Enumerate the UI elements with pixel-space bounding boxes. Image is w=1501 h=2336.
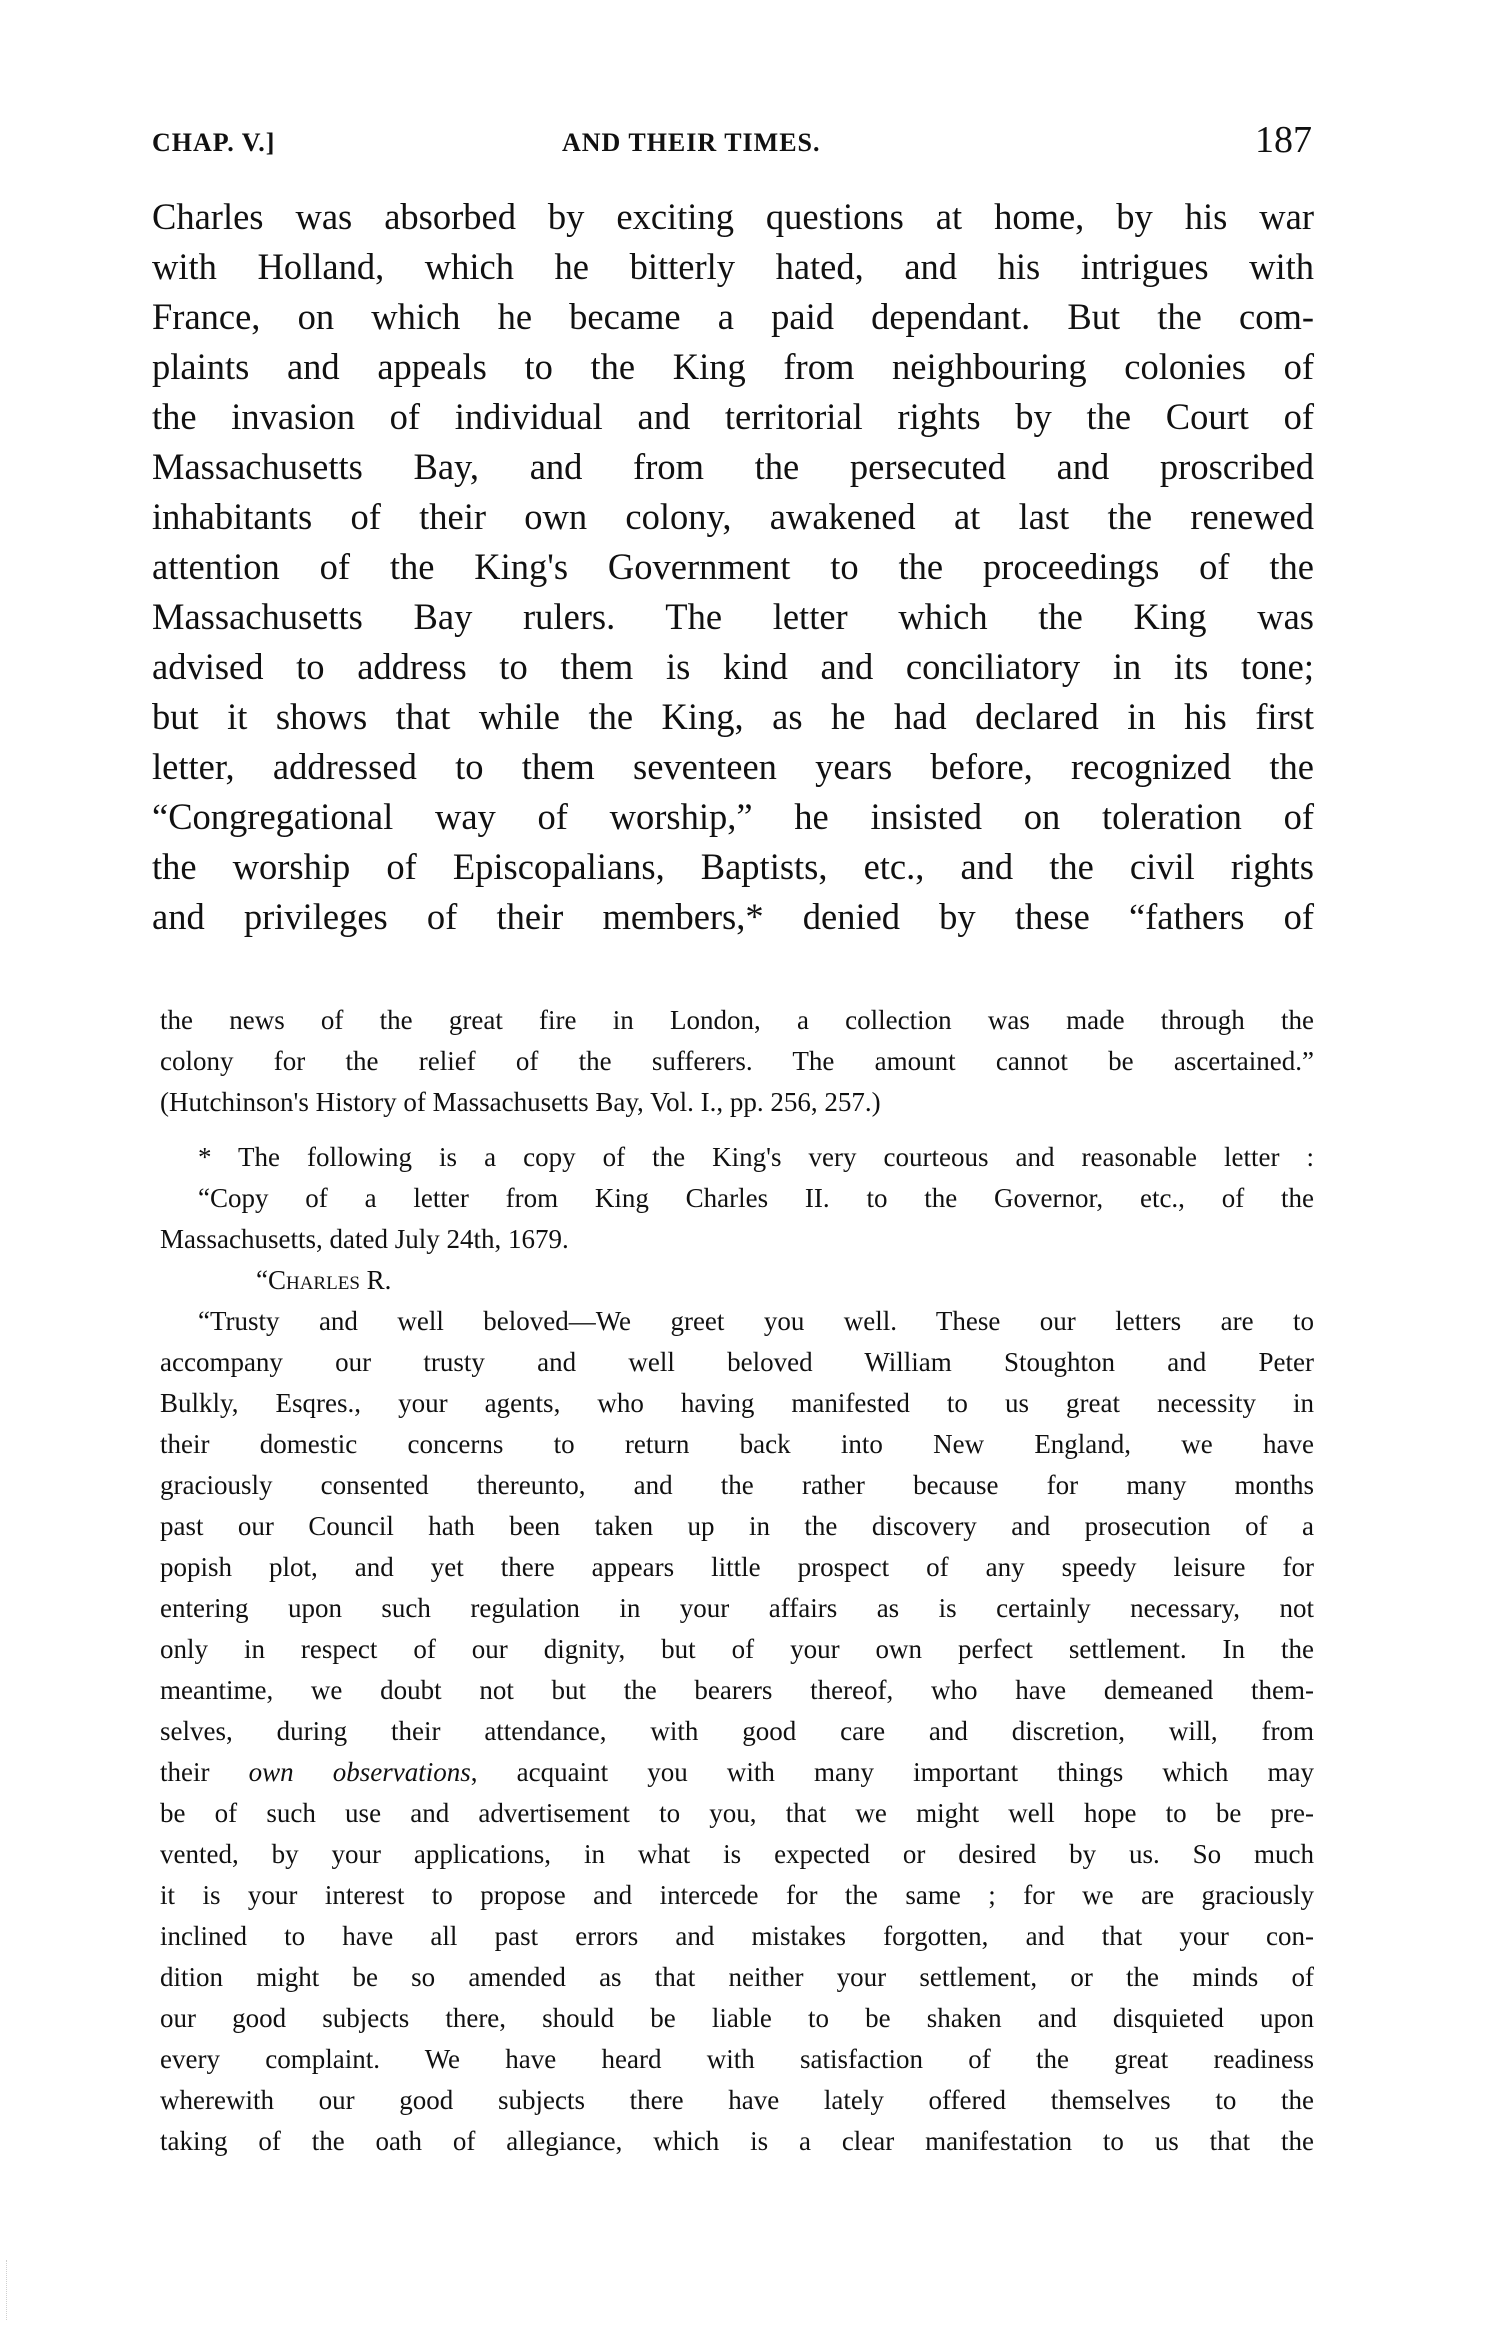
running-head [152,118,1312,168]
letter-line: popish plot, and yet there appears little prospect of any speedy leisure for [160,1552,1314,1582]
body-line: “Congregational way of worship,” he insisted on toleration of [152,796,1314,837]
body-line: with Holland, which he bitterly hated, and his intrigues with [152,246,1314,287]
letter-line: graciously consented thereunto, and the rather because for many months [160,1470,1314,1500]
letter-line: accompany our trusty and well beloved William Stoughton and Peter [160,1347,1314,1377]
letter-text-fragment: , acquaint you with many important things which may [470,1757,1314,1787]
letter-line: it is your interest to propose and intercede for the same ; for we are graciously [160,1880,1314,1910]
footnote-line: * The following is a copy of the King's very courteous and reasonable letter : [198,1142,1314,1172]
scan-margin-artifact [6,2260,11,2320]
letter-line: be of such use and advertisement to you, that we might well hope to be pre- [160,1798,1314,1828]
body-line: plaints and appeals to the King from neighbouring colonies of [152,346,1314,387]
letter-line: entering upon such regulation in your affairs as is certainly necessary, not [160,1593,1314,1623]
letter-line: past our Council hath been taken up in the discovery and prosecution of a [160,1511,1314,1541]
body-line: but it shows that while the King, as he had declared in his first [152,696,1314,737]
letter-line: meantime, we doubt not but the bearers thereof, who have demeaned them- [160,1675,1314,1705]
letter-signature: “Charles R. [256,1265,392,1295]
main-text-block [152,192,1314,942]
body-line: letter, addressed to them seventeen years before, recognized the [152,746,1314,787]
letter-line: only in respect of our dignity, but of your own perfect settlement. In the [160,1634,1314,1664]
body-line: Massachusetts Bay rulers. The letter which the King was [152,596,1314,637]
body-line: and privileges of their members,* denied by these “fathers of [152,896,1314,937]
letter-line: vented, by your applications, in what is expected or desired by us. So much [160,1839,1314,1869]
letter-line: their domestic concerns to return back into New England, we have [160,1429,1314,1459]
body-line: France, on which he became a paid dependant. But the com- [152,296,1314,337]
footnote-line: (Hutchinson's History of Massachusetts Bay, Vol. I., pp. 256, 257.) [160,1087,881,1117]
body-line: Massachusetts Bay, and from the persecuted and proscribed [152,446,1314,487]
body-line: the worship of Episcopalians, Baptists, etc., and the civil rights [152,846,1314,887]
letter-line: dition might be so amended as that neither your settlement, or the minds of [160,1962,1314,1992]
italic-phrase: own observations [248,1757,471,1787]
running-title: AND THEIR TIMES. [562,128,821,157]
letter-line: selves, during their attendance, with good care and discretion, will, from [160,1716,1314,1746]
footnote-line: “Copy of a letter from King Charles II. to the Governor, etc., of the [198,1183,1314,1213]
body-line: Charles was absorbed by exciting questions at home, by his war [152,196,1314,237]
letter-text-fragment: their [160,1757,249,1787]
footnote-line: Massachusetts, dated July 24th, 1679. [160,1224,569,1254]
page-number: 187 [1255,119,1312,161]
letter-line: taking of the oath of allegiance, which is a clear manifestation to us that the [160,2126,1314,2156]
footnote-line: the news of the great fire in London, a collection was made through the [160,1005,1314,1035]
footnote-line: colony for the relief of the sufferers. The amount cannot be ascertained.” [160,1046,1314,1076]
letter-line: Bulkly, Esqres., your agents, who having manifested to us great necessity in [160,1388,1314,1418]
footnotes [160,1000,1314,2162]
letter-line: wherewith our good subjects there have lately offered themselves to the [160,2085,1314,2115]
letter-line: “Trusty and well beloved—We greet you well. These our letters are to [198,1306,1314,1336]
letter-line-with-italic [160,1752,1314,1793]
body-line: the invasion of individual and territorial rights by the Court of [152,396,1314,437]
body-line: inhabitants of their own colony, awakened at last the renewed [152,496,1314,537]
letter-line: our good subjects there, should be liable to be shaken and disquieted upon [160,2003,1314,2033]
body-line: advised to address to them is kind and conciliatory in its tone; [152,646,1314,687]
chapter-label: CHAP. V.] [152,128,276,157]
body-line: attention of the King's Government to the proceedings of the [152,546,1314,587]
letter-line: inclined to have all past errors and mistakes forgotten, and that your con- [160,1921,1314,1951]
footnote-gap [160,1123,1314,1137]
letter-line: every complaint. We have heard with satisfaction of the great readiness [160,2044,1314,2074]
